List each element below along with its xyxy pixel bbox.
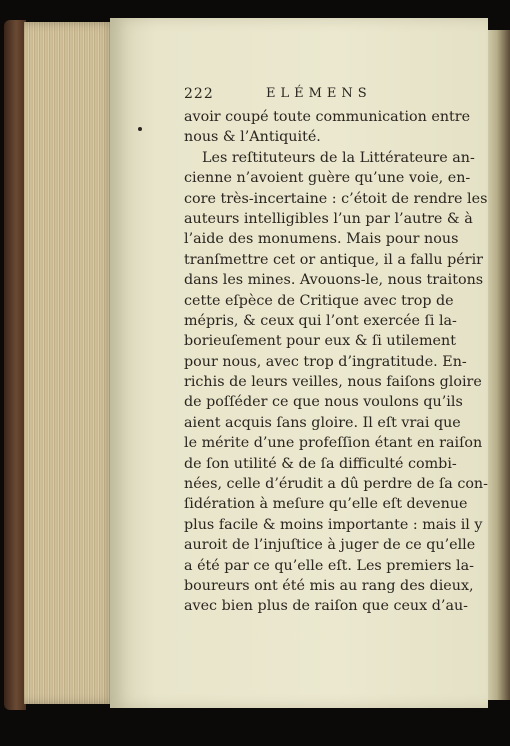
text-line: de ſon utilité & de ſa difficulté combi- xyxy=(184,455,457,472)
margin-mark xyxy=(138,127,142,131)
page-number: 222 xyxy=(184,86,214,102)
text-line: le mérite d’une profeſſion étant en raiſon xyxy=(184,435,483,452)
text-line: mépris, & ceux qui l’ont exercée ſi la- xyxy=(184,312,457,329)
page-header xyxy=(184,86,454,108)
text-line: pour nous, avec trop d’ingratitude. En- xyxy=(184,353,467,370)
text-line: a été par ce qu’elle eſt. Les premiers la- xyxy=(184,557,474,574)
text-line: boureurs ont été mis au rang des dieux, xyxy=(184,577,474,594)
text-line: avec bien plus de raiſon que ceux d’au- xyxy=(184,598,469,615)
text-line: plus facile & moins importante : mais il y xyxy=(184,516,483,533)
body-text xyxy=(184,107,488,617)
text-line: nous & l’Antiquité. xyxy=(184,129,321,146)
text-line: cienne n’avoient guère qu’une voie, en- xyxy=(184,170,471,187)
text-line: l’aide des monumens. Mais pour nous xyxy=(184,231,459,248)
text-line: aient acquis ſans gloire. Il eſt vrai que xyxy=(184,414,461,431)
text-line: Les reſtituteurs de la Littérateure an- xyxy=(202,149,475,166)
text-line: dans les mines. Avouons-le, nous traitons xyxy=(184,272,484,289)
facing-page-edge xyxy=(488,30,510,700)
text-line: core très-incertaine : c’étoit de rendre les xyxy=(184,190,488,207)
text-line: richis de leurs veilles, nous faiſons gloire xyxy=(184,374,482,391)
text-line: cette eſpèce de Critique avec trop de xyxy=(184,292,454,309)
text-line: auteurs intelligibles l’un par l’autre & à xyxy=(184,210,473,227)
text-line: ſidération à meſure qu’elle eſt devenue xyxy=(184,496,468,513)
page-stack xyxy=(24,22,116,704)
text-line: auroit de l’injuſtice à juger de ce qu’elle xyxy=(184,537,476,554)
book-cover-edge xyxy=(4,20,26,710)
text-line: borieuſement pour eux & ſi utilement xyxy=(184,333,456,350)
text-line: de poſſéder ce que nous voulons qu’ils xyxy=(184,394,463,411)
text-line: tranſmettre cet or antique, il a fallu périr xyxy=(184,251,483,268)
text-line: avoir coupé toute communication entre xyxy=(184,109,471,125)
text-line: nées, celle d’érudit a dû perdre de ſa con- xyxy=(184,476,488,493)
running-title: ELÉMENS xyxy=(266,86,372,101)
